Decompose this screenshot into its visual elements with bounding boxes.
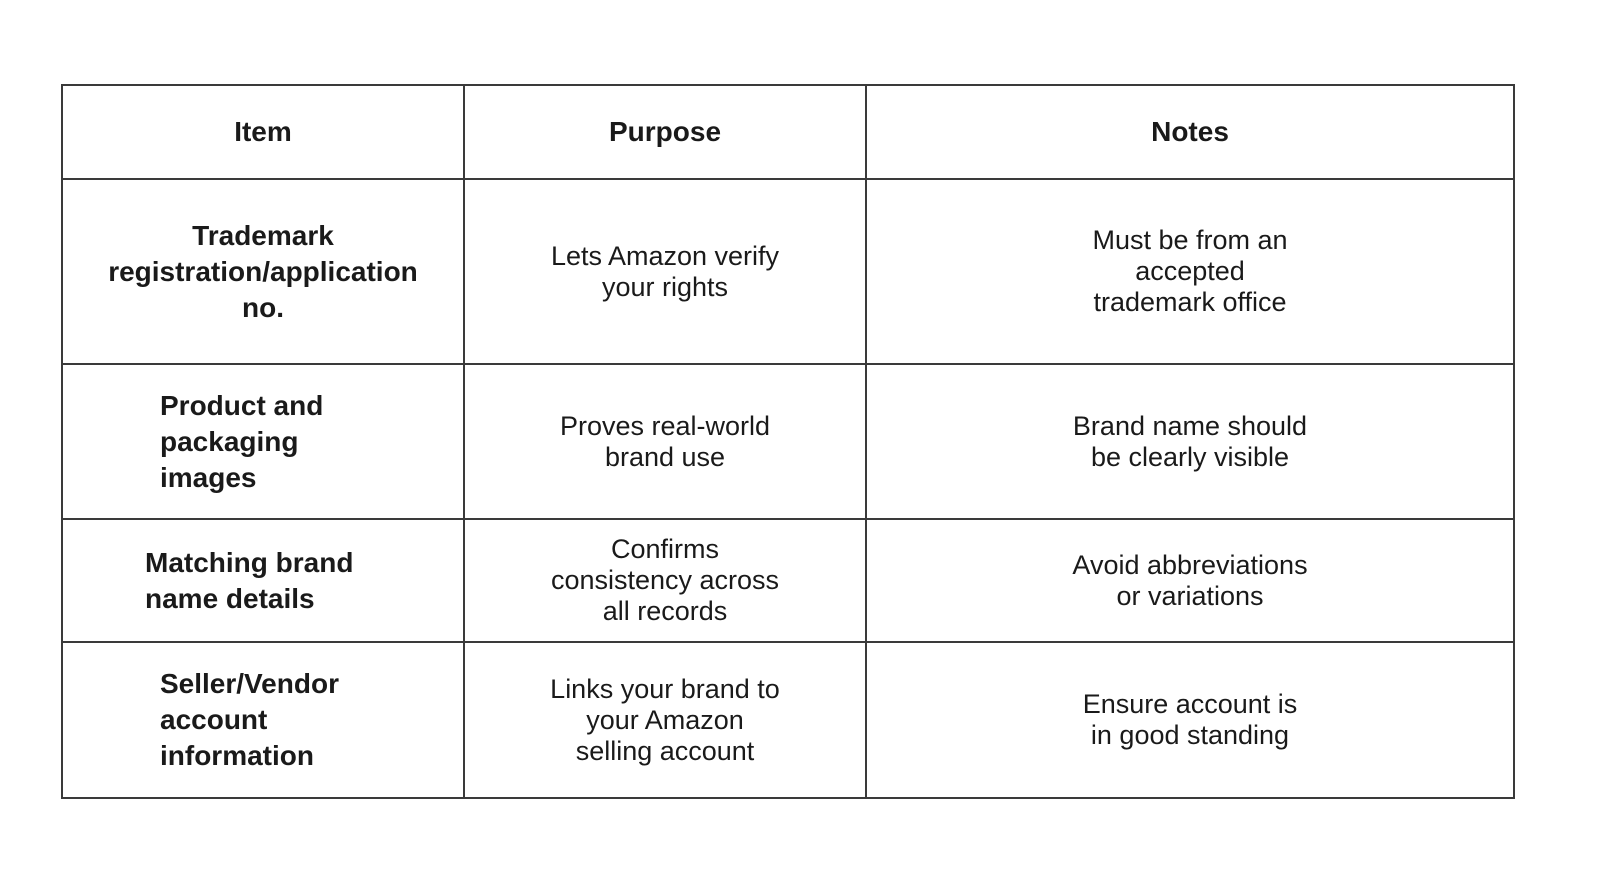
notes-cell: Avoid abbreviations or variations <box>866 519 1514 642</box>
item-text: Product and packaging images <box>160 389 324 493</box>
purpose-cell: Confirms consistency across all records <box>464 519 866 642</box>
item-text: Seller/Vendor account information <box>160 668 339 771</box>
table-row <box>62 364 1514 519</box>
purpose-cell: Proves real-world brand use <box>464 364 866 519</box>
header-purpose: Purpose <box>464 85 866 179</box>
requirements-table <box>61 84 1515 799</box>
item-cell <box>62 179 464 364</box>
item-cell <box>62 642 464 798</box>
table-row <box>62 179 1514 364</box>
header-notes: Notes <box>866 85 1514 179</box>
purpose-cell: Lets Amazon verify your rights <box>464 179 866 364</box>
item-text: Trademark registration/application no. <box>108 219 418 323</box>
notes-cell: Brand name should be clearly visible <box>866 364 1514 519</box>
item-text: Matching brand name details <box>145 546 354 614</box>
item-cell <box>62 364 464 519</box>
table-row <box>62 642 1514 798</box>
table-header-row <box>62 85 1514 179</box>
item-cell <box>62 519 464 642</box>
table-row <box>62 519 1514 642</box>
header-item: Item <box>62 85 464 179</box>
notes-cell: Must be from an accepted trademark office <box>866 179 1514 364</box>
notes-cell: Ensure account is in good standing <box>866 642 1514 798</box>
purpose-cell: Links your brand to your Amazon selling account <box>464 642 866 798</box>
